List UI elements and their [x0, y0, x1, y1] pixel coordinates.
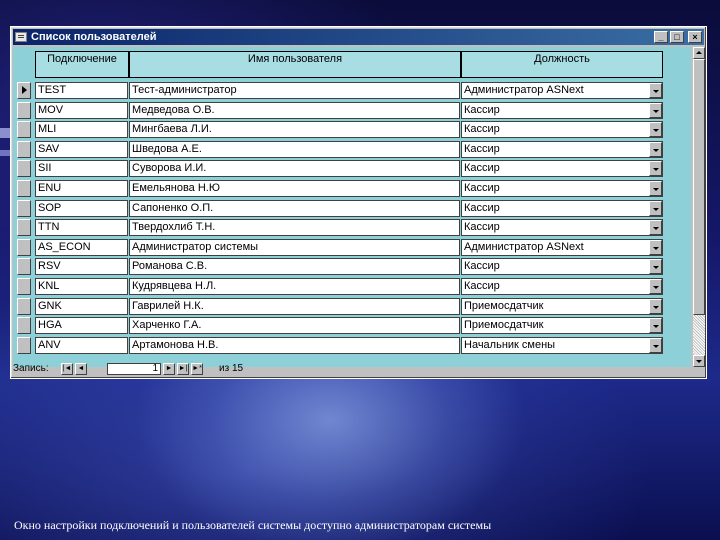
record-selector[interactable]	[17, 317, 31, 334]
table-row[interactable]	[13, 238, 691, 258]
name-cell[interactable]: Романова С.В.	[129, 258, 460, 275]
login-cell[interactable]: GNK	[35, 298, 128, 315]
record-selector[interactable]	[17, 337, 31, 354]
column-header-name[interactable]: Имя пользователя	[129, 51, 461, 78]
dropdown-arrow-icon[interactable]	[649, 299, 662, 314]
column-header-position[interactable]: Должность	[461, 51, 663, 78]
position-value: Приемосдатчик	[464, 319, 544, 332]
position-combo[interactable]	[461, 82, 663, 99]
maximize-button[interactable]: □	[670, 31, 684, 43]
scroll-up-icon[interactable]	[693, 47, 705, 59]
dropdown-arrow-icon[interactable]	[649, 338, 662, 353]
position-value: Администратор ASNext	[464, 240, 584, 253]
dropdown-arrow-icon[interactable]	[649, 240, 662, 255]
position-combo[interactable]	[461, 258, 663, 275]
position-value: Кассир	[464, 201, 500, 214]
record-selector[interactable]	[17, 102, 31, 119]
login-cell[interactable]: HGA	[35, 317, 128, 334]
slide-caption: Окно настройки подключений и пользователей системы доступно администраторам системы	[14, 518, 492, 532]
login-cell[interactable]: RSV	[35, 258, 128, 275]
dropdown-arrow-icon[interactable]	[649, 279, 662, 294]
record-selector[interactable]	[17, 141, 31, 158]
login-cell[interactable]: KNL	[35, 278, 128, 295]
position-combo[interactable]	[461, 239, 663, 256]
table-row[interactable]	[13, 336, 691, 356]
table-row[interactable]	[13, 179, 691, 199]
title-bar[interactable]	[13, 29, 704, 45]
name-cell[interactable]: Емельянова Н.Ю	[129, 180, 460, 197]
dropdown-arrow-icon[interactable]	[649, 161, 662, 176]
record-selector[interactable]	[17, 200, 31, 217]
position-value: Кассир	[464, 260, 500, 273]
table-row[interactable]	[13, 297, 691, 317]
login-cell[interactable]: SOP	[35, 200, 128, 217]
table-row[interactable]	[13, 101, 691, 121]
record-selector[interactable]	[17, 160, 31, 177]
position-value: Администратор ASNext	[464, 84, 584, 96]
name-cell[interactable]: Сапоненко О.П.	[129, 200, 460, 217]
record-selector[interactable]	[17, 239, 31, 256]
name-cell[interactable]: Тест-администратор	[129, 82, 460, 99]
current-record-icon[interactable]	[17, 82, 31, 99]
record-selector[interactable]	[17, 258, 31, 275]
table-row[interactable]	[13, 140, 691, 160]
table-row[interactable]	[13, 81, 691, 101]
dropdown-arrow-icon[interactable]	[649, 142, 662, 157]
first-record-button[interactable]: |◄	[61, 363, 73, 375]
record-selector[interactable]	[17, 219, 31, 236]
position-combo[interactable]	[461, 102, 663, 119]
login-cell[interactable]: ANV	[35, 337, 128, 354]
datasheet	[13, 47, 691, 367]
dropdown-arrow-icon[interactable]	[649, 181, 662, 196]
dropdown-arrow-icon[interactable]	[649, 201, 662, 216]
name-cell[interactable]: Администратор системы	[129, 239, 460, 256]
position-value: Приемосдатчик	[464, 299, 544, 312]
login-cell[interactable]: AS_ECON	[35, 239, 128, 256]
dropdown-arrow-icon[interactable]	[649, 83, 662, 98]
login-cell[interactable]: ENU	[35, 180, 128, 197]
position-combo[interactable]	[461, 298, 663, 315]
next-record-button[interactable]: ►	[163, 363, 175, 375]
record-count: из 15	[219, 363, 244, 374]
name-cell[interactable]: Шведова А.Е.	[129, 141, 460, 158]
dropdown-arrow-icon[interactable]	[649, 259, 662, 274]
name-cell[interactable]: Кудрявцева Н.Л.	[129, 278, 460, 295]
name-cell[interactable]: Гаврилей Н.К.	[129, 298, 460, 315]
position-value: Кассир	[464, 142, 500, 155]
position-combo[interactable]	[461, 219, 663, 236]
table-row[interactable]	[13, 218, 691, 238]
record-selector[interactable]	[17, 121, 31, 138]
position-value: Кассир	[464, 280, 500, 292]
name-cell[interactable]: Артамонова Н.В.	[129, 337, 460, 354]
position-combo[interactable]	[461, 141, 663, 158]
position-value: Кассир	[464, 123, 500, 136]
name-cell[interactable]: Харченко Г.А.	[129, 317, 460, 334]
column-header-login[interactable]: Подключение	[35, 51, 129, 78]
position-value: Кассир	[464, 221, 500, 234]
form-icon	[15, 32, 27, 42]
close-button[interactable]: ×	[688, 31, 702, 43]
login-cell[interactable]: TTN	[35, 219, 128, 236]
login-cell[interactable]: TEST	[35, 82, 128, 99]
record-number-input[interactable]: 1	[107, 363, 161, 375]
slide-decor-bar-2	[0, 150, 10, 156]
position-combo[interactable]	[461, 278, 663, 295]
record-selector[interactable]	[17, 180, 31, 197]
window-title: Список пользователей	[31, 31, 157, 43]
prev-record-button[interactable]: ◄	[75, 363, 87, 375]
record-selector[interactable]	[17, 278, 31, 295]
position-combo[interactable]	[461, 160, 663, 177]
record-label: Запись:	[13, 363, 49, 374]
last-record-button[interactable]: ►|	[177, 363, 189, 375]
dropdown-arrow-icon[interactable]	[649, 103, 662, 118]
name-cell[interactable]: Медведова О.В.	[129, 102, 460, 119]
table-row[interactable]	[13, 199, 691, 219]
minimize-button[interactable]: _	[654, 31, 668, 43]
name-cell[interactable]: Твердохлиб Т.Н.	[129, 219, 460, 236]
name-cell[interactable]: Суворова И.И.	[129, 160, 460, 177]
dropdown-arrow-icon[interactable]	[649, 318, 662, 333]
table-row[interactable]	[13, 277, 691, 297]
table-row[interactable]	[13, 120, 691, 140]
position-combo[interactable]	[461, 121, 663, 138]
login-cell[interactable]: SII	[35, 160, 128, 177]
position-value: Кассир	[464, 162, 500, 175]
record-selector[interactable]	[17, 298, 31, 315]
position-value: Кассир	[464, 182, 500, 194]
position-combo[interactable]	[461, 317, 663, 334]
login-cell[interactable]: SAV	[35, 141, 128, 158]
table-row[interactable]	[13, 257, 691, 277]
table-row[interactable]	[13, 159, 691, 179]
position-combo[interactable]	[461, 180, 663, 197]
login-cell[interactable]: MOV	[35, 102, 128, 119]
record-navigation	[13, 361, 705, 379]
table-row[interactable]	[13, 316, 691, 336]
position-value: Кассир	[464, 103, 500, 116]
position-combo[interactable]	[461, 200, 663, 217]
vertical-scrollbar[interactable]	[693, 47, 705, 367]
position-value: Начальник смены	[464, 338, 556, 351]
login-cell[interactable]: MLI	[35, 121, 128, 138]
new-record-button[interactable]: ►*	[191, 363, 203, 375]
position-combo[interactable]	[461, 337, 663, 354]
users-window	[10, 26, 707, 379]
dropdown-arrow-icon[interactable]	[649, 220, 662, 235]
scroll-thumb[interactable]	[693, 59, 705, 315]
dropdown-arrow-icon[interactable]	[649, 122, 662, 137]
name-cell[interactable]: Мингбаева Л.И.	[129, 121, 460, 138]
